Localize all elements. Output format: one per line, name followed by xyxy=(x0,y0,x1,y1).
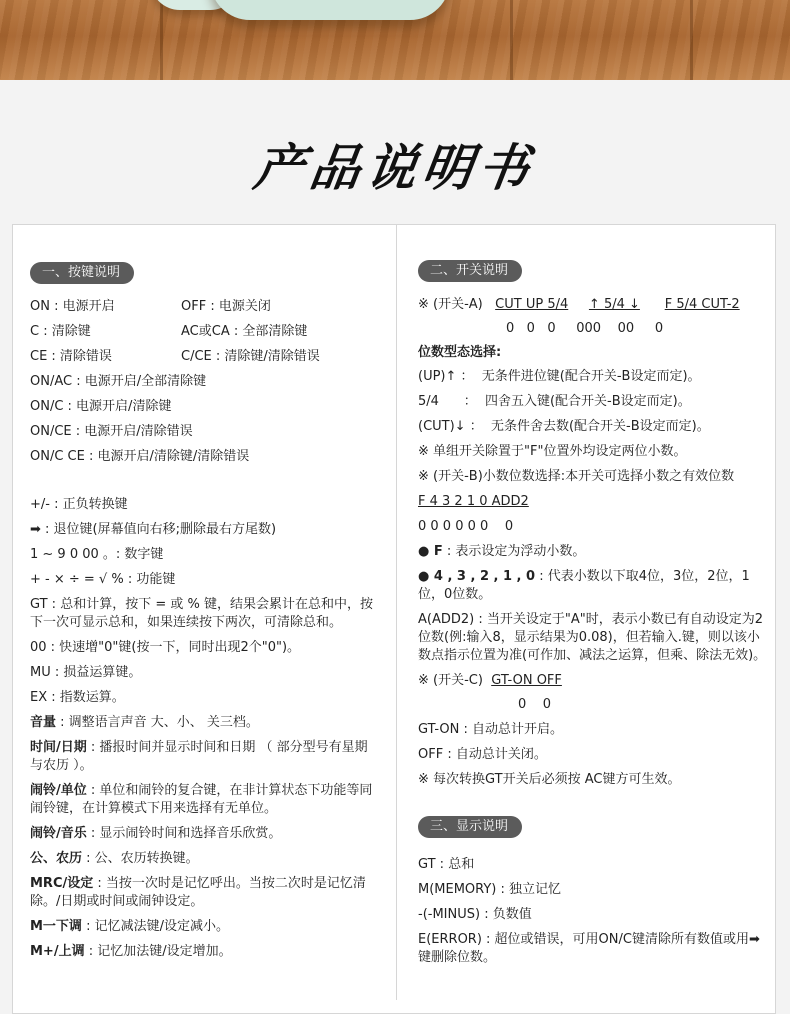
note: ※ (开关-B)小数位数选择:本开关可选择小数之有效位数 xyxy=(418,469,735,484)
key-item: MU : 损益运算键。 xyxy=(30,665,142,680)
key-item: GT : 总和计算，按下 = 或 % 键，结果会累计在总和中，按下一次可显示总和，如果连续按下两次，可清除总和。 xyxy=(30,597,373,630)
key-item: 公、农历 : 公、农历转换键。 xyxy=(30,851,199,866)
key-item: CE : 清除错误 xyxy=(30,349,112,364)
switch-description-column xyxy=(418,260,768,974)
switch-b-values: 0 0 0 0 0 0 0 xyxy=(418,519,514,534)
note: OFF : 自动总计关闭。 xyxy=(418,747,547,762)
page-title: 产品说明书 xyxy=(250,139,539,197)
key-item: ON : 电源开启 xyxy=(30,299,115,314)
key-item: MRC/设定 : 当按一次时是记忆呼出。当按二次时是记忆清除。/日期或时间或闹钟设定。 xyxy=(30,876,366,909)
key-item: ON/AC : 电源开启/全部清除键 xyxy=(30,374,207,389)
key-item: M一下调 : 记忆减法键/设定减小。 xyxy=(30,919,229,934)
column-divider xyxy=(396,224,397,1000)
key-item: M+/上调 : 记忆加法键/设定增加。 xyxy=(30,944,232,959)
section-header-display: 三、显示说明 xyxy=(418,816,522,838)
key-item: +/- : 正负转换键 xyxy=(30,497,128,512)
display-item: M(MEMORY) : 独立记忆 xyxy=(418,882,562,897)
subtitle: 位数型态选择: xyxy=(418,345,502,360)
switch-b-options: F 4 3 2 1 0 ADD2 xyxy=(418,494,529,509)
def-item: (UP)↑ ： 无条件进位键(配合开关-B设定而定)。 xyxy=(418,369,701,384)
key-item: 1 ~ 9 0 00 。: 数字键 xyxy=(30,547,164,562)
display-item: -(-MINUS) : 负数值 xyxy=(418,907,532,922)
switch-a-values: 0 0 0 000 00 0 xyxy=(506,321,664,336)
note: ※ 单组开关除置于"F"位置外均设定两位小数。 xyxy=(418,444,687,459)
switch-a-row: ※ (开关-A) CUT UP 5/4 ↑ 5/4 ↓ F 5/4 CUT-2 xyxy=(418,297,740,312)
key-pair-row xyxy=(30,348,375,366)
key-item: 音量 : 调整语言声音 大、小、 关三档。 xyxy=(30,715,259,730)
key-description-column xyxy=(30,262,375,968)
key-item: 闹铃/音乐 : 显示闹铃时间和选择音乐欣赏。 xyxy=(30,826,282,841)
note: GT-ON : 自动总计开启。 xyxy=(418,722,564,737)
key-pair-row xyxy=(30,323,375,341)
key-item: ON/CE : 电源开启/清除错误 xyxy=(30,424,193,439)
note: ● 4 , 3 , 2 , 1 , 0 : 代表小数以下取4位，3位，2位，1位，0位数。 xyxy=(418,569,750,602)
key-item: 闹铃/单位 : 单位和闹铃的复合键，在非计算状态下功能等同闹铃键，在计算模式下用来选择有无单位。 xyxy=(30,783,373,816)
key-item: 时间/日期 : 播报时间并显示时间和日期 （ 部分型号有星期与农历 ）。 xyxy=(30,740,368,773)
key-item: 00 : 快速增"0"键(按一下，同时出现2个"0")。 xyxy=(30,640,301,655)
key-item: AC或CA : 全部清除键 xyxy=(181,324,308,339)
key-item: C : 清除键 xyxy=(30,324,91,339)
hero-photo xyxy=(0,0,790,80)
display-item: E(ERROR) : 超位或错误，可用ON/C键清除所有数值或用➡键删除位数。 xyxy=(418,932,760,965)
section-header-keys: 一、按键说明 xyxy=(30,262,134,284)
note: A(ADD2) : 当开关设定于"A"时，表示小数已有自动设定为2位数(例:输入8，显示结果为0.08)，但若输入.键，则以该小数点指示位置为准(可作加、减法之运算，但乘、除法无效)。 xyxy=(418,612,767,663)
display-item: GT : 总和 xyxy=(418,857,475,872)
key-item: ON/C CE : 电源开启/清除键/清除错误 xyxy=(30,449,250,464)
note: ※ 每次转换GT开关后必须按 AC键方可生效。 xyxy=(418,772,681,787)
key-item: OFF : 电源关闭 xyxy=(181,299,271,314)
section-header-switches: 二、开关说明 xyxy=(418,260,522,282)
key-item: + - × ÷ = √ % : 功能键 xyxy=(30,572,176,587)
note: ● F : 表示设定为浮动小数。 xyxy=(418,544,586,559)
def-item: (CUT)↓ ： 无条件舍去数(配合开关-B设定而定)。 xyxy=(418,419,710,434)
def-item: 5/4 ： 四舍五入键(配合开关-B设定而定)。 xyxy=(418,394,691,409)
key-item: EX : 指数运算。 xyxy=(30,690,125,705)
key-item: ON/C : 电源开启/清除键 xyxy=(30,399,172,414)
key-pair-row xyxy=(30,298,375,316)
switch-c-row: ※ (开关-C) GT-ON OFF xyxy=(418,673,562,688)
key-item: C/CE : 清除键/清除错误 xyxy=(181,349,320,364)
key-item: ➡ : 退位键(屏幕值向右移;删除最右方尾数) xyxy=(30,522,277,537)
switch-c-values: 0 0 xyxy=(518,697,552,712)
calculator-device xyxy=(210,0,450,20)
